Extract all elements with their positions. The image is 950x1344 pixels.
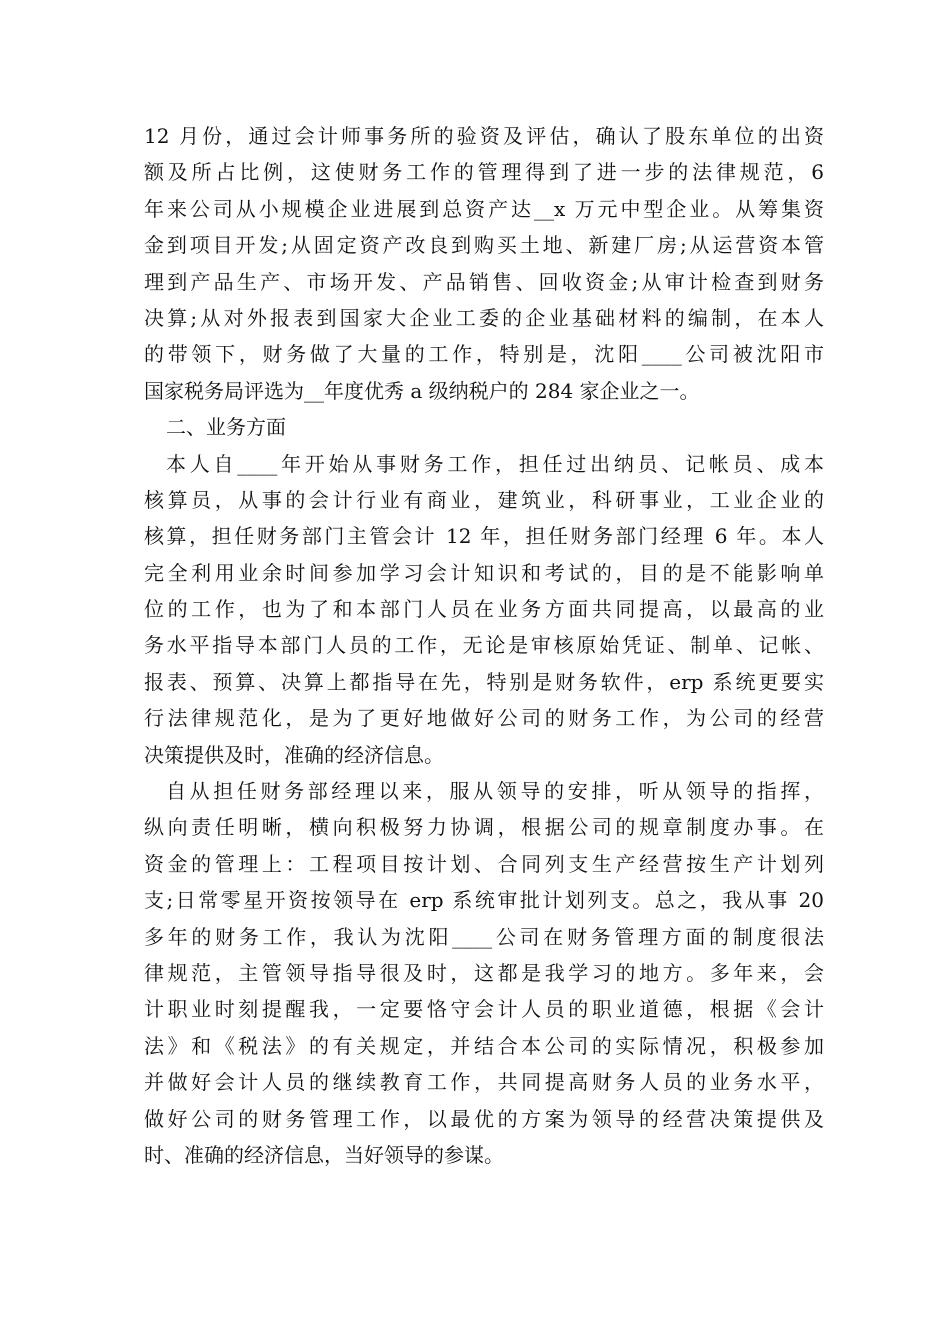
paragraph-line: 年来公司从小规模企业进展到总资产达__x 万元中型企业。从筹集资 bbox=[144, 196, 824, 221]
paragraph-line: 本人自____年开始从事财务工作，担任过出纳员、记帐员、成本 bbox=[166, 451, 824, 476]
paragraph-manager-duties bbox=[144, 773, 824, 1173]
paragraph-line: 多年的财务工作，我认为沈阳____公司在财务管理方面的制度很法 bbox=[144, 924, 824, 949]
paragraph-line: 并做好会计人员的继续教育工作，共同提高财务人员的业务水平， bbox=[144, 1070, 824, 1095]
paragraph-line: 理到产品生产、市场开发、产品销售、回收资金;从审计检查到财务 bbox=[144, 269, 824, 294]
paragraph-line: 决算;从对外报表到国家大企业工委的企业基础材料的编制，在本人 bbox=[144, 305, 824, 330]
paragraph-line: 报表、预算、决算上都指导在先，特别是财务软件，erp 系统更要实 bbox=[144, 669, 824, 694]
paragraph-line: 资金的管理上：工程项目按计划、合同列支生产经营按生产计划列 bbox=[144, 851, 824, 876]
paragraph-line: 位的工作，也为了和本部门人员在业务方面共同提高，以最高的业 bbox=[144, 597, 824, 622]
section-heading-business bbox=[144, 409, 824, 445]
paragraph-line: 纵向责任明晰，横向积极努力协调，根据公司的规章制度办事。在 bbox=[144, 815, 824, 840]
paragraph-line: 计职业时刻提醒我，一定要恪守会计人员的职业道德，根据《会计 bbox=[144, 997, 824, 1022]
paragraph-line: 务水平指导本部门人员的工作，无论是审核原始凭证、制单、记帐、 bbox=[144, 633, 824, 658]
paragraph-line: 国家税务局评选为__年度优秀 a 级纳税户的 284 家企业之一。 bbox=[144, 378, 700, 403]
paragraph-line: 做好公司的财务管理工作，以最优的方案为领导的经营决策提供及 bbox=[144, 1106, 824, 1131]
paragraph-line: 核算，担任财务部门主管会计 12 年，担任财务部门经理 6 年。本人 bbox=[144, 524, 824, 549]
paragraph-line: 支;日常零星开资按领导在 erp 系统审批计划列支。总之，我从事 20 bbox=[144, 888, 824, 913]
paragraph-line: 的带领下，财务做了大量的工作，特别是，沈阳____公司被沈阳市 bbox=[144, 342, 824, 367]
paragraph-line: 金到项目开发;从固定资产改良到购买土地、新建厂房;从运营资本管 bbox=[144, 233, 824, 258]
section-heading: 二、业务方面 bbox=[166, 415, 286, 440]
paragraph-work-history bbox=[144, 446, 824, 774]
paragraph-line: 法》和《税法》的有关规定，并结合本公司的实际情况，积极参加 bbox=[144, 1033, 824, 1058]
paragraph-capital-verification bbox=[144, 118, 824, 409]
document-body bbox=[144, 118, 824, 1173]
paragraph-line: 自从担任财务部经理以来，服从领导的安排，听从领导的指挥， bbox=[166, 779, 824, 804]
paragraph-line: 12 月份，通过会计师事务所的验资及评估，确认了股东单位的出资 bbox=[144, 124, 824, 148]
paragraph-line: 额及所占比例，这使财务工作的管理得到了进一步的法律规范，6 bbox=[144, 160, 824, 185]
paragraph-line: 时、准确的经济信息，当好领导的参谋。 bbox=[144, 1142, 504, 1167]
paragraph-line: 决策提供及时，准确的经济信息。 bbox=[144, 742, 444, 767]
paragraph-line: 核算员，从事的会计行业有商业，建筑业，科研事业，工业企业的 bbox=[144, 487, 824, 512]
paragraph-line: 完全利用业余时间参加学习会计知识和考试的，目的是不能影响单 bbox=[144, 560, 824, 585]
paragraph-line: 行法律规范化，是为了更好地做好公司的财务工作，为公司的经营 bbox=[144, 706, 824, 731]
paragraph-line: 律规范，主管领导指导很及时，这都是我学习的地方。多年来，会 bbox=[144, 960, 824, 985]
